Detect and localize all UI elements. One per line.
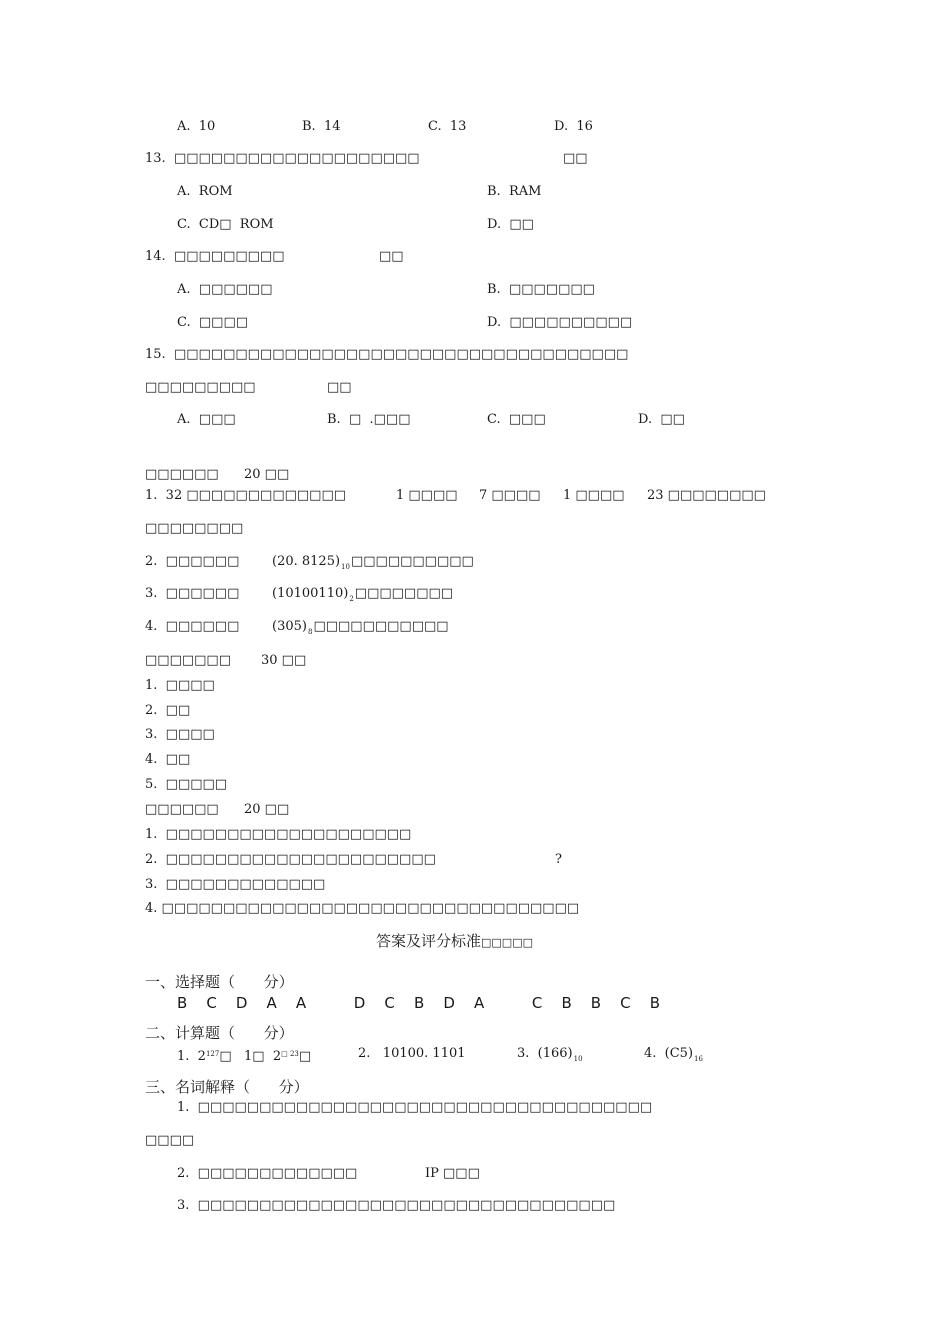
section4-score: 20 □□ [244,802,290,817]
answers-section3-item2-tail: IP □□□ [425,1166,480,1181]
answers-section3-item1: 1. □□□□□□□□□□□□□□□□□□□□□□□□□□□□□□□□□□□□□ [177,1100,653,1115]
section3-item: 2. □□ [145,703,191,718]
answers-section1-choices: B C D A A D C B D A C B B C B [177,994,661,1012]
q13-option-a: A. ROM [177,184,233,199]
q14-option-c: C. □□□□ [177,315,249,330]
q4-base: 8 [307,628,313,636]
section3-score: 30 □□ [261,653,307,668]
answers-section3-item1-continued: □□□□ [145,1133,195,1148]
answers-section2-answer1 [177,1046,311,1065]
section4-item: 1. □□□□□□□□□□□□□□□□□□□□ [145,827,412,842]
q12-option-d: D. 16 [554,119,593,134]
answers-title-text: 答案及评分标准 [376,932,482,950]
q4-number: (305) [272,619,307,634]
q13-option-b: B. RAM [487,184,542,199]
q15-option-a: A. □□□ [177,412,236,427]
q2-tail: □□□□□□□□□□ [350,554,474,569]
section4-item: 2. □□□□□□□□□□□□□□□□□□□□□□ [145,852,436,867]
answers-section3-heading: 三、名词解释（ 分） [145,1078,309,1096]
q14-option-a: A. □□□□□□ [177,282,273,297]
answers-section2-heading: 二、计算题（ 分） [145,1024,294,1042]
q2-base: 10 [341,563,350,571]
q3-base: 2 [349,595,354,603]
section2-q3-expression [272,586,453,607]
a1-end: □ [298,1049,312,1064]
answers-section2-answer4 [644,1046,704,1067]
a3-number: 3. (166) [517,1046,573,1061]
section2-q4-expression [272,619,449,640]
q15-option-c: C. □□□ [487,412,546,427]
section2-score: 20 □□ [244,467,290,482]
a4-base: 16 [694,1055,703,1063]
q13-stem: 13. □□□□□□□□□□□□□□□□□□□□ [145,151,420,166]
answers-section1-heading: 一、选择题（ 分） [145,973,294,991]
q13-option-c: C. CD□ ROM [177,217,274,232]
section2-q1-part-e: 23 □□□□□□□□ [647,488,766,503]
section3-item: 4. □□ [145,752,191,767]
q15-stem: 15. □□□□□□□□□□□□□□□□□□□□□□□□□□□□□□□□□□□□□ [145,347,629,362]
section2-q1-part-b: 1 □□□□ [396,488,458,503]
section4-q2-question-mark: ? [555,852,562,867]
section2-q1-continued: □□□□□□□□ [145,521,244,536]
q14-paren: □□ [379,249,404,264]
section2-q1-part-d: 1 □□□□ [563,488,625,503]
q15-option-b: B. □ .□□□ [327,412,411,427]
q12-option-a: A. 10 [177,119,216,134]
answers-title [376,932,533,952]
a1-exp2: □ 23 [281,1050,299,1058]
q2-number: (20. 8125) [272,554,341,569]
section3-item: 3. □□□□ [145,727,215,742]
section3-item: 1. □□□□ [145,678,215,693]
answers-section3-item2: 2. □□□□□□□□□□□□□ [177,1166,358,1181]
a3-base: 10 [573,1055,583,1063]
q15-option-d: D. □□ [638,412,685,427]
q14-option-b: B. □□□□□□□ [487,282,595,297]
q15-stem-continued: □□□□□□□□□ [145,380,256,395]
a1-exp1: 127 [205,1050,220,1058]
section2-q1-part-c: 7 □□□□ [479,488,541,503]
section4-item: 3. □□□□□□□□□□□□□ [145,877,326,892]
section3-heading: □□□□□□□ [145,653,231,668]
section2-q3-label: 3. □□□□□□ [145,586,240,601]
section2-heading: □□□□□□ [145,467,219,482]
section3-item: 5. □□□□□ [145,777,228,792]
section4-item: 4. □□□□□□□□□□□□□□□□□□□□□□□□□□□□□□□□□□ [145,901,580,916]
q15-paren: □□ [327,380,352,395]
q3-number: (10100110) [272,586,349,601]
q12-option-b: B. 14 [302,119,341,134]
a4-number: 4. (C5) [644,1046,694,1061]
q14-stem: 14. □□□□□□□□□ [145,249,285,264]
section2-q1-part-a: 1. 32 □□□□□□□□□□□□□ [145,488,347,503]
answers-section2-answer3 [517,1046,584,1067]
q13-option-d: D. □□ [487,217,534,232]
q14-option-d: D. □□□□□□□□□□ [487,315,633,330]
q13-paren: □□ [563,151,588,166]
answers-title-tail: □□□□□ [481,936,533,949]
q3-tail: □□□□□□□□ [354,586,454,601]
answers-section3-item3: 3. □□□□□□□□□□□□□□□□□□□□□□□□□□□□□□□□□□ [177,1198,616,1213]
section2-q4-label: 4. □□□□□□ [145,619,240,634]
section2-q2-expression [272,554,474,575]
section4-heading: □□□□□□ [145,802,219,817]
answers-section2-answer2: 2. 10100. 1101 [358,1046,466,1061]
a1-base: 1. 2 [177,1049,206,1064]
q12-option-c: C. 13 [428,119,467,134]
section2-q2-label: 2. □□□□□□ [145,554,240,569]
a1-mid: □ 1□ 2 [219,1049,282,1064]
q4-tail: □□□□□□□□□□□ [313,619,449,634]
